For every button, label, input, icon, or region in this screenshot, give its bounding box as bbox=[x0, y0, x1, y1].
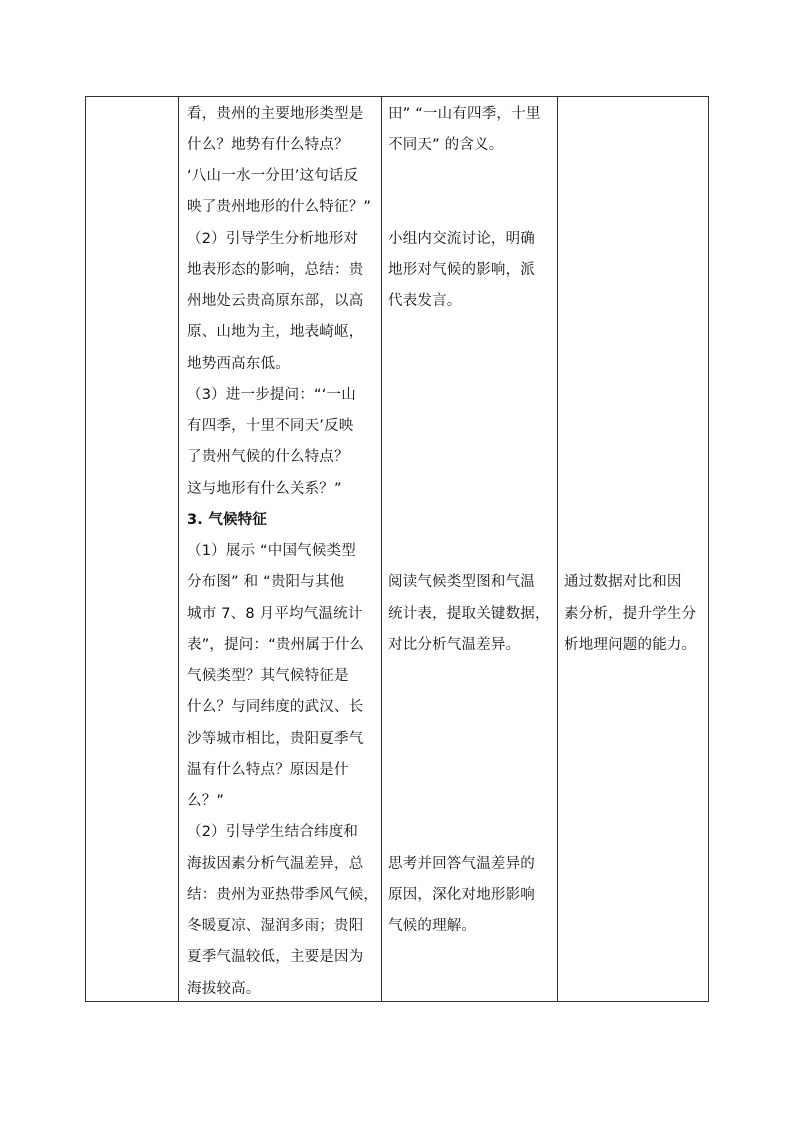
text-line: 冬暖夏凉、湿润多雨；贵阳 bbox=[187, 918, 364, 934]
text-line: 阅读气候类型图和气温 bbox=[388, 574, 535, 590]
text-line: 夏季气温较低，主要是因为 bbox=[187, 949, 364, 965]
text-line: 沙等城市相比，贵阳夏季气 bbox=[187, 731, 364, 747]
text-line: 小组内交流讨论，明确 bbox=[388, 231, 535, 247]
text-line: （3）进一步提问：“‘一山 bbox=[187, 387, 356, 403]
section-heading: 3. 气候特征 bbox=[187, 512, 268, 528]
lesson-plan-table bbox=[85, 96, 709, 1002]
text-line: 看，贵州的主要地形类型是 bbox=[187, 106, 364, 122]
text-line: （2）引导学生结合纬度和 bbox=[187, 824, 359, 840]
text-line: 地表形态的影响，总结：贵 bbox=[187, 262, 364, 278]
text-line: 么？” bbox=[187, 793, 225, 809]
text-line: （1）展示 “中国气候类型 bbox=[187, 543, 356, 559]
text-line: 映了贵州地形的什么特征？” bbox=[187, 199, 372, 215]
text-line: 田” “一山有四季，十里 bbox=[388, 106, 541, 122]
text-line: 什么？地势有什么特点？ bbox=[187, 137, 349, 153]
column-divider bbox=[557, 97, 558, 1001]
text-line: 代表发言。 bbox=[388, 293, 462, 309]
text-line: 了贵州气候的什么特点？ bbox=[187, 449, 349, 465]
text-line: 州地处云贵高原东部，以高 bbox=[187, 293, 364, 309]
text-line: 分布图” 和 “贵阳与其他 bbox=[187, 574, 345, 590]
text-line: 思考并回答气温差异的 bbox=[388, 856, 535, 872]
text-line: 不同天” 的含义。 bbox=[388, 137, 504, 153]
text-line: 城市 7、8 月平均气温统计 bbox=[187, 606, 363, 622]
text-line: ‘八山一水一分田’这句话反 bbox=[187, 168, 359, 184]
column-divider bbox=[381, 97, 382, 1001]
text-line: 表”，提问：“贵州属于什么 bbox=[187, 637, 365, 653]
text-line: 温有什么特点？原因是什 bbox=[187, 762, 349, 778]
text-line: 地势西高东低。 bbox=[187, 356, 290, 372]
text-line: 气候类型？其气候特征是 bbox=[187, 668, 349, 684]
text-line: 原因，深化对地形影响 bbox=[388, 887, 535, 903]
text-line: 海拔较高。 bbox=[187, 981, 261, 997]
text-line: 结：贵州为亚热带季风气候， bbox=[187, 887, 379, 903]
text-line: 对比分析气温差异。 bbox=[388, 637, 521, 653]
text-line: 素分析，提升学生分 bbox=[564, 606, 697, 622]
text-line: （2）引导学生分析地形对 bbox=[187, 231, 359, 247]
text-line: 气候的理解。 bbox=[388, 918, 477, 934]
text-line: 这与地形有什么关系？” bbox=[187, 481, 342, 497]
text-line: 有四季，十里不同天’反映 bbox=[187, 418, 354, 434]
text-line: 析地理问题的能力。 bbox=[564, 637, 697, 653]
text-line: 什么？与同纬度的武汉、长 bbox=[187, 699, 364, 715]
text-line: 原、山地为主，地表崎岖， bbox=[187, 324, 364, 340]
text-line: 统计表，提取关键数据， bbox=[388, 606, 550, 622]
text-line: 通过数据对比和因 bbox=[564, 574, 682, 590]
column-divider bbox=[178, 97, 179, 1001]
text-line: 地形对气候的影响，派 bbox=[388, 262, 535, 278]
text-line: 海拔因素分析气温差异，总 bbox=[187, 856, 364, 872]
